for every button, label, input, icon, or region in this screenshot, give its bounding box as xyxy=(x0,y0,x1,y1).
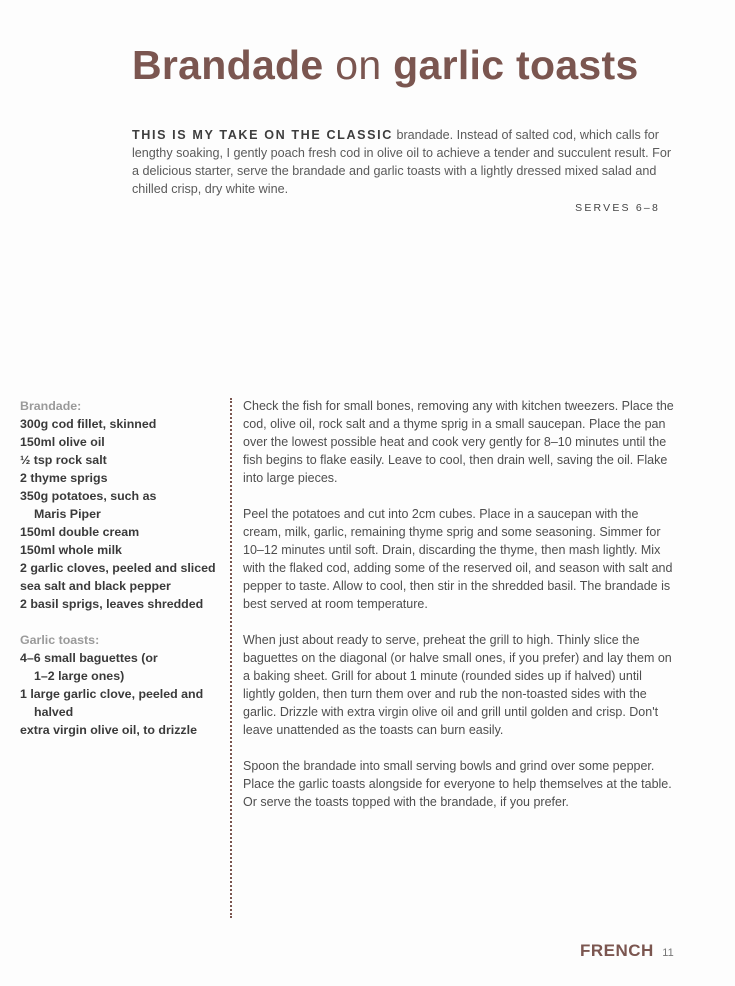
intro-paragraph xyxy=(132,126,680,198)
method-step: Spoon the brandade into small serving bowls and grind over some pepper. Place the garlic toasts alongside for everyone to help themselves at the table. Or serve the toasts topped with the brandade, if you prefer. xyxy=(243,759,672,809)
method-step: Peel the potatoes and cut into 2cm cubes. Place in a saucepan with the cream, milk, garlic, remaining thyme sprig and some seasoning. Simmer for 10–12 minutes until soft. Drain, discarding the thyme, then mash lightly. Mix with the flaked cod, adding some of the reserved oil, and season with salt and pepper to taste. Allow to cool, then stir in the shredded basil. The brandade is best served at room temperature. xyxy=(243,507,673,611)
ingredients-heading-brandade: Brandade: xyxy=(20,399,82,413)
title-part-1: Brandade xyxy=(132,42,324,88)
dotted-divider xyxy=(230,398,232,918)
ingredient: 2 basil sprigs, leaves shredded xyxy=(20,597,204,611)
spacer xyxy=(20,613,225,631)
section-name: FRENCH xyxy=(580,941,654,960)
ingredient: extra virgin olive oil, to drizzle xyxy=(20,723,197,737)
ingredient: 2 garlic cloves, peeled and sliced xyxy=(20,561,216,575)
ingredient: 150ml double cream xyxy=(20,525,140,539)
method-steps xyxy=(243,397,675,829)
page-footer xyxy=(580,941,674,961)
intro-lead: THIS IS MY TAKE ON THE CLASSIC xyxy=(132,128,393,142)
serves-label: SERVES 6–8 xyxy=(575,202,660,214)
recipe-title xyxy=(132,42,639,89)
method-step: When just about ready to serve, preheat the grill to high. Thinly slice the baguettes on the diagonal (or halve small ones, if you prefer) and lay them on a baking sheet. Grill for about 1 minute (rounded sides up if halved) until lightly golden, then turn them over and rub the non-toasted sides with the garlic. Drizzle with extra virgin olive oil and grill until golden and crisp. Don't leave unattended as the toasts can burn easily. xyxy=(243,633,672,737)
ingredient: 300g cod fillet, skinned xyxy=(20,417,157,431)
ingredient: sea salt and black pepper xyxy=(20,579,171,593)
ingredient: ½ tsp rock salt xyxy=(20,453,107,467)
title-part-3: garlic toasts xyxy=(393,42,639,88)
ingredient: 1 large garlic clove, peeled and halved xyxy=(20,687,204,719)
page-number: 11 xyxy=(662,947,674,959)
intro-text: brandade. Instead of salted cod, which calls for lengthy soaking, I gently poach fresh cod in olive oil to achieve a tender and succulent result. For a delicious starter, serve the brandade and garlic toasts with a lightly dressed mixed salad and chilled crisp, dry white wine. xyxy=(132,128,672,196)
ingredient: 150ml whole milk xyxy=(20,543,122,557)
ingredients-list xyxy=(20,397,225,739)
ingredient: 350g potatoes, such as Maris Piper xyxy=(20,489,157,521)
ingredient: 150ml olive oil xyxy=(20,435,105,449)
title-part-2: on xyxy=(335,42,382,88)
ingredients-heading-toasts: Garlic toasts: xyxy=(20,633,100,647)
method-step: Check the fish for small bones, removing any with kitchen tweezers. Place the cod, olive oil, rock salt and a thyme sprig in a small saucepan. Place the pan over the lowest possible heat and cook very gently for 8–10 minutes until the fish begins to flake easily. Leave to cool, then drain well, saving the oil. Flake into large pieces. xyxy=(243,399,674,485)
ingredient: 2 thyme sprigs xyxy=(20,471,108,485)
ingredient: 4–6 small baguettes (or 1–2 large ones) xyxy=(20,651,158,683)
